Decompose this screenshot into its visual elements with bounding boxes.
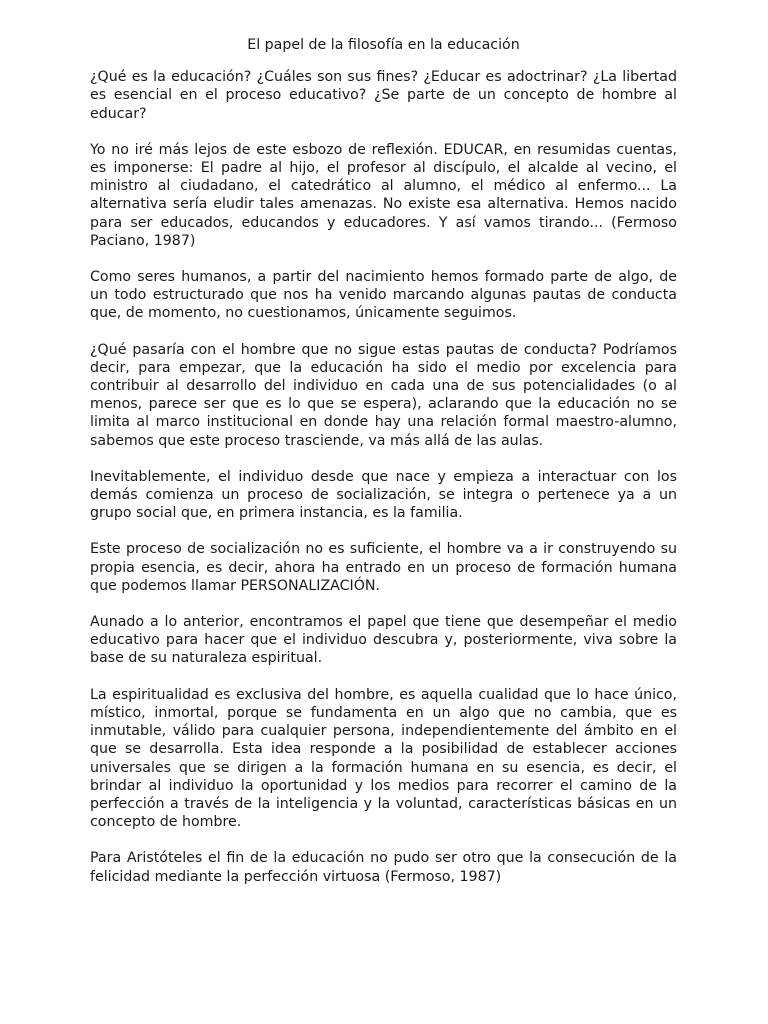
paragraph-4: ¿Qué pasaría con el hombre que no sigue estas pautas de conducta? Podríamos decir, para empezar, que la educación ha sido el medio por excelencia para contribuir al desarrollo del individuo en cada una de sus potencialidades (o al menos, parece ser que es lo que se espera), aclarando que la educación no se limita al marco institucional en donde hay una relación formal maestro-alumno, sabemos que este proceso trasciende, va más allá de las aulas.	[90, 341, 677, 449]
paragraph-3: Como seres humanos, a partir del nacimiento hemos formado parte de algo, de un todo estructurado que nos ha venido marcando algunas pautas de conducta que, de momento, no cuestionamos, únicamente seguimos.	[90, 269, 677, 322]
paragraph-1: ¿Qué es la educación? ¿Cuáles son sus fines? ¿Educar es adoctrinar? ¿La libertad es esencial en el proceso educativo? ¿Se parte de un concepto de hombre al educar?	[90, 69, 677, 122]
paragraph-9: Para Aristóteles el fin de la educación no pudo ser otro que la consecución de la felicidad mediante la perfección virtuosa (Fermoso, 1987)	[90, 850, 677, 885]
paragraph-2: Yo no iré más lejos de este esbozo de reflexión. EDUCAR, en resumidas cuentas, es imponerse: El padre al hijo, el profesor al discípulo, el alcalde al vecino, el ministro al ciudadano, el catedrático al alumno, el médico al enfermo... La alternativa sería eludir tales amenazas. No existe esa alternativa. Hemos nacido para ser educados, educandos y educadores. Y así vamos tirando... (Fermoso Paciano, 1987)	[90, 141, 677, 249]
paragraph-5: Inevitablemente, el individuo desde que nace y empieza a interactuar con los demás comienza un proceso de socialización, se integra o pertenece ya a un grupo social que, en primera instancia, es la familia.	[90, 468, 677, 522]
paragraph-7: Aunado a lo anterior, encontramos el papel que tiene que desempeñar el medio educativo para hacer que el individuo descubra y, posteriormente, viva sobre la base de su naturaleza espiritual.	[90, 614, 677, 667]
paragraph-6: Este proceso de socialización no es suficiente, el hombre va a ir construyendo su propia esencia, es decir, ahora ha entrado en un proceso de formación humana que podemos llamar PERSONALIZACIÓN.	[90, 541, 677, 594]
document-page	[90, 36, 677, 904]
paragraph-8: La espiritualidad es exclusiva del hombre, es aquella cualidad que lo hace único, místico, inmortal, porque se fundamenta en un algo que no cambia, que es inmutable, válido para cualquier persona, independientemente del ámbito en el que se desarrolla. Esta idea responde a la posibilidad de establecer acciones universales que se dirigen a la formación humana en su esencia, es decir, el brindar al individuo la oportunidad y los medios para recorrer el camino de la perfección a través de la inteligencia y la voluntad, características básicas en un concepto de hombre.	[90, 686, 677, 831]
document-title: El papel de la filosofía en la educación	[247, 37, 520, 53]
